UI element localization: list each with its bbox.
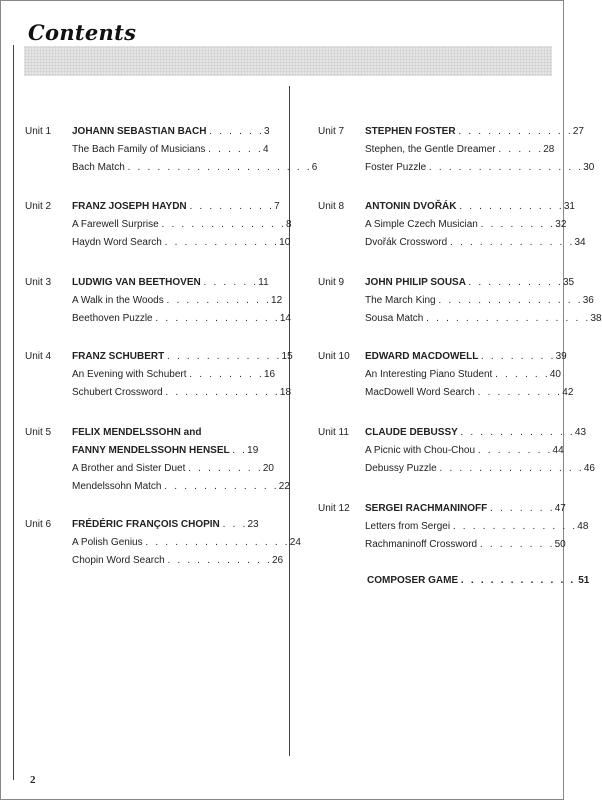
page-ref: 34 [574,237,586,248]
page-ref: 42 [562,387,574,398]
activity-entry[interactable] [72,463,274,475]
entry-label: EDWARD MACDOWELL [365,351,479,362]
entry-label: A Brother and Sister Duet [72,463,186,474]
activity-entry[interactable] [72,219,292,231]
activity-entry[interactable] [365,387,573,399]
entry-label: Mendelssohn Match [72,481,162,492]
leader-dots: . . . . . . . . . . . . [164,481,279,492]
activity-entry[interactable] [365,463,595,475]
unit-label: Unit 11 [318,427,349,438]
page-ref: 32 [555,219,567,230]
composer-entry[interactable] [365,351,567,363]
leader-dots: . . . . . . . . . . . . . [452,521,578,532]
composer-entry[interactable] [365,277,574,289]
entry-label: Rachmaninoff Crossword [365,539,478,550]
entry-label: COMPOSER GAME [367,575,459,586]
unit-label: Unit 4 [25,351,52,362]
unit-label: Unit 9 [318,277,345,288]
activity-entry[interactable] [72,537,301,549]
unit-label: Unit 8 [318,201,345,212]
page-ref: 31 [563,201,575,212]
page-ref: 24 [289,537,301,548]
unit-label: Unit 12 [318,503,350,514]
page-ref: 46 [583,463,595,474]
activity-entry[interactable] [72,237,290,249]
composer-entry[interactable] [72,351,293,363]
entry-label: STEPHEN FOSTER [365,126,456,137]
entry-label: Sousa Match [365,313,424,324]
leader-dots: . . . . . [498,144,544,155]
entry-label: The March King [365,295,436,306]
leader-dots: . . . . . . . . . . . [459,201,564,212]
activity-entry[interactable] [72,144,269,156]
page-ref: 7 [274,201,280,212]
leader-dots: . . . . . . . . [480,219,556,230]
entry-label: A Farewell Surprise [72,219,159,230]
composer-entry[interactable] [72,519,259,531]
page-ref: 23 [247,519,259,530]
leader-dots: . . . . . . . . [477,445,553,456]
leader-dots: . . . . . . . . . . . . [460,427,575,438]
activity-entry[interactable] [365,219,566,231]
activity-entry[interactable] [365,237,586,249]
leader-dots: . . . . . . . . . . . . . . . [438,295,583,306]
left-rule [13,45,14,780]
leader-dots: . . . . . . . . . . . . . [450,237,575,248]
composer-game-entry[interactable] [367,575,589,587]
entry-label: Stephen, the Gentle Dreamer [365,144,496,155]
leader-dots: . . . . . . . . . . . . [458,126,573,137]
activity-entry[interactable] [365,521,588,533]
leader-dots: . . . . . . . . . . . . . . . [145,537,290,548]
activity-entry[interactable] [72,481,290,493]
entry-label: ANTONIN DVOŘÁK [365,201,457,212]
entry-label: FELIX MENDELSSOHN and [72,427,202,438]
activity-entry[interactable] [365,539,566,551]
unit-label: Unit 1 [25,126,52,137]
leader-dots: . . . [222,519,248,530]
leader-dots: . . . . . . . . . . . . [164,237,280,248]
page-ref: 48 [577,521,589,532]
leader-dots: . . [232,445,248,456]
page-ref: 3 [264,126,270,137]
page-ref: 38 [590,313,602,324]
entry-label: JOHN PHILIP SOUSA [365,277,466,288]
page-ref: 47 [554,503,566,514]
entry-label: FRANZ SCHUBERT [72,351,165,362]
composer-entry[interactable] [365,427,586,439]
activity-entry[interactable] [72,369,275,381]
leader-dots: . . . . . . . . . [189,201,275,212]
entry-label: Letters from Sergei [365,521,451,532]
activity-entry[interactable] [365,162,594,174]
page-ref: 30 [583,162,595,173]
leader-dots: . . . . . . [495,369,550,380]
leader-dots: . . . . . . [209,126,264,137]
composer-entry[interactable] [72,277,269,289]
composer-entry[interactable] [365,503,566,515]
page-ref: 11 [258,277,269,288]
entry-label: FRANZ JOSEPH HAYDN [72,201,187,212]
activity-entry[interactable] [72,295,282,307]
composer-entry[interactable] [72,126,270,138]
entry-label: FRÉDÉRIC FRANÇOIS CHOPIN [72,519,220,530]
entry-label: A Polish Genius [72,537,143,548]
composer-entry[interactable] [365,126,584,138]
activity-entry[interactable] [365,369,561,381]
activity-entry[interactable] [365,295,594,307]
page-ref: 26 [271,555,284,566]
entry-label: LUDWIG VAN BEETHOVEN [72,277,201,288]
composer-entry[interactable] [72,427,201,439]
page-ref: 6 [311,162,318,173]
leader-dots: . . . . . . . . . . . . . . . . [428,162,584,173]
leader-dots: . . . . . . . . . . [468,277,563,288]
entry-label: MacDowell Word Search [365,387,475,398]
entry-label: A Walk in the Woods [72,295,164,306]
leader-dots: . . . . . . [208,144,263,155]
leader-dots: . . . . . . . . . . . [167,555,272,566]
page-ref: 15 [281,351,293,362]
activity-entry[interactable] [72,162,317,174]
leader-dots: . . . . . . . . . . . . [460,575,576,586]
leader-dots: . . . . . . . . . . . . [167,351,282,362]
entry-label: Beethoven Puzzle [72,313,153,324]
entry-label: A Simple Czech Musician [365,219,478,230]
unit-label: Unit 5 [25,427,52,438]
leader-dots: . . . . . . . . . . . . . . . [439,463,584,474]
leader-dots: . . . . . . . . . . . . . . . . . . . [127,162,312,173]
leader-dots: . . . . . . . . [479,539,555,550]
activity-entry[interactable] [365,313,602,325]
page-ref: 44 [552,445,564,456]
page-title: Contents [28,20,137,45]
page-ref: 35 [562,277,575,288]
page-ref: 22 [278,481,290,492]
entry-label: A Picnic with Chou-Chou [365,445,476,456]
unit-label: Unit 2 [25,201,52,212]
page-ref: 19 [247,445,259,456]
leader-dots: . . . . . . . . . . . . . . . . . [426,313,591,324]
unit-label: Unit 7 [318,126,345,137]
page-ref: 39 [555,351,567,362]
page-ref: 12 [271,295,283,306]
page-ref: 4 [262,144,269,155]
entry-label: The Bach Family of Musicians [72,144,206,155]
page-ref: 27 [572,126,584,137]
page-ref: 18 [279,387,292,398]
leader-dots: . . . . . . . . . . . [166,295,272,306]
entry-label: Chopin Word Search [72,555,165,566]
entry-label: Haydn Word Search [72,237,162,248]
page-ref: 14 [279,313,291,324]
page-ref: 40 [549,369,561,380]
page-ref: 16 [263,369,276,380]
composer-entry[interactable] [72,445,258,457]
column-divider [289,86,290,756]
activity-entry[interactable] [72,313,291,325]
unit-label: Unit 6 [25,519,52,530]
entry-label: Debussy Puzzle [365,463,437,474]
page-ref: 8 [285,219,292,230]
entry-label: An Evening with Schubert [72,369,187,380]
leader-dots: . . . . . . . . . . . . . [155,313,280,324]
leader-dots: . . . . . . . [490,503,555,514]
entry-label: SERGEI RACHMANINOFF [365,503,488,514]
leader-dots: . . . . . . . . [189,369,264,380]
entry-label: FANNY MENDELSSOHN HENSEL [72,445,230,456]
activity-entry[interactable] [72,555,283,567]
page-ref: 36 [582,295,594,306]
page-ref: 50 [554,539,566,550]
leader-dots: . . . . . . . . [480,351,556,362]
title-banner [24,46,552,76]
entry-label: Bach Match [72,162,125,173]
composer-entry[interactable] [72,201,280,213]
composer-entry[interactable] [365,201,575,213]
entry-label: Dvořák Crossword [365,237,448,248]
leader-dots: . . . . . . . . . [477,387,563,398]
entry-label: Schubert Crossword [72,387,163,398]
page-ref: 28 [543,144,555,155]
page-number: 2 [30,774,36,786]
page-ref: 51 [578,575,590,586]
unit-label: Unit 10 [318,351,350,362]
activity-entry[interactable] [72,387,291,399]
leader-dots: . . . . . . . . . . . . [165,387,280,398]
page-ref: 43 [574,427,587,438]
entry-label: An Interesting Piano Student [365,369,493,380]
leader-dots: . . . . . . [203,277,259,288]
page-ref: 20 [262,463,274,474]
activity-entry[interactable] [365,144,554,156]
page-ref: 10 [279,237,291,248]
leader-dots: . . . . . . . . [188,463,263,474]
leader-dots: . . . . . . . . . . . . . [161,219,286,230]
unit-label: Unit 3 [25,277,52,288]
activity-entry[interactable] [365,445,564,457]
entry-label: CLAUDE DEBUSSY [365,427,458,438]
entry-label: JOHANN SEBASTIAN BACH [72,126,207,137]
entry-label: Foster Puzzle [365,162,427,173]
